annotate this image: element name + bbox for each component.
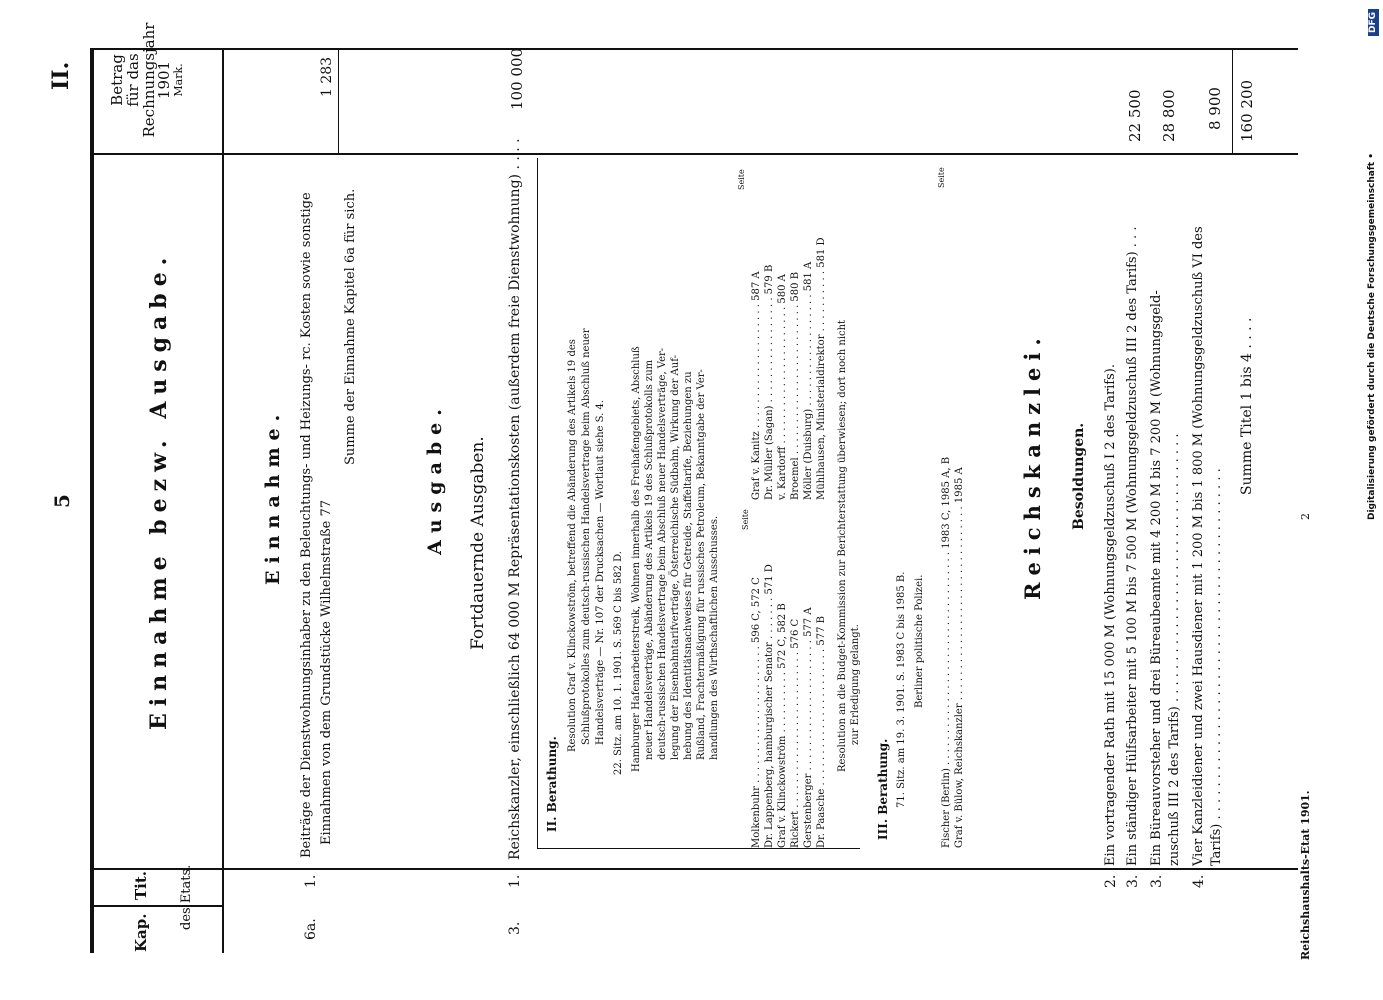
item1-tit: 2. [1103, 874, 1119, 888]
einnahme-heading: Einnahme. [262, 407, 284, 585]
einnahme-amount: 1 283 [319, 56, 335, 97]
frame-right-line [90, 48, 1298, 50]
item2-line-1: Ein ständiger Hülfsarbeiter mit 5 100 M bis 7 500 M (Wohnungsgeldzuschuß III 2 des Tarifs) . . . [1125, 226, 1140, 866]
item4-line-1: Vier Kanzleidiener und zwei Hausdiener mit 1 200 M bis 1 800 M (Wohnungsgeldzuschuß VI des [1191, 226, 1206, 866]
sum-rule [1232, 50, 1233, 153]
resolution3-line-2: zur Erledigung gelangt. [850, 624, 861, 745]
header-des-etats: des Etats. [179, 864, 194, 930]
speaker-left-5: Gerstenberger . . . . . . . . . . . . . . . . . . . . . 577 A [803, 607, 814, 848]
einnahme-line-1: Beiträge der Dienstwohnungsinhaber zu den Beleuchtungs- und Heizungs- rc. Kosten sowie sonstige [299, 192, 314, 858]
header-amount-col [110, 20, 185, 140]
header-kap: Kap. [132, 913, 150, 952]
speaker-right-1: Graf v. Kanitz . . . . . . . . . . . . . . . . . . . . 587 A [751, 271, 762, 500]
speaker-right-4: Broemel . . . . . . . . . . . . . . . . . . . . . . . . 580 B [790, 271, 801, 500]
resolution1-line-3: Handelsverträge — Nr. 107 der Drucksachen — Wortlaut siehe S. 4. [595, 399, 606, 745]
item1-line-1: Ein vortragender Rath mit 15 000 M (Wohnungsgeldzuschuß I 2 des Tarifs). [1103, 364, 1118, 866]
page-number: 5 [50, 494, 74, 508]
resolution2-line-1: Hamburger Hafenarbeiterstreik, Wohnen innerhalb des Freihafengebiets, Abschluß [631, 346, 642, 772]
running-footer: Reichshaushalts-Etat 1901. [1299, 790, 1312, 960]
header-rule [222, 48, 224, 953]
reichskanzlei-heading: Reichskanzlei. [1020, 331, 1045, 600]
speaker-right-2: Dr. Müller (Sagan) . . . . . . . . . . . . . . . . . 579 B [764, 264, 775, 500]
item2-tit: 3. [1125, 874, 1141, 888]
einnahme-sum-label: Summe der Einnahme Kapitel 6a für sich. [343, 188, 358, 465]
resolution2-line-4: legung der Eisenbahntarifverträge, Österreichische Südbahn, Wirkung der Auf- [670, 355, 681, 760]
section-marker: II. [48, 61, 74, 90]
ausgabe-main-line: Reichskanzler, einschließlich 64 000 M Repräsentationskosten (außerdem freie Dienstwohnung) . . . . [507, 138, 523, 860]
sitzung-22: 22. Sitz. am 10. 1. 1901. S. 569 C bis 582 D. [613, 551, 624, 775]
item3-tit: 3. [1149, 874, 1165, 888]
kap-col-line [90, 905, 224, 907]
resolution2-line-2: neuer Handelsverträge, Abänderung des Artikels 19 des Schlußprotokolls zum [644, 359, 655, 760]
ausgabe-kap: 3. [507, 921, 523, 935]
amount-col-line-2: für das [123, 53, 142, 107]
main-title: Einnahme bezw. Ausgabe. [146, 250, 172, 730]
sum-label: Summe Titel 1 bis 4 . . . . [1239, 317, 1255, 495]
speaker-left-4: Rickert . . . . . . . . . . . . . . . . . . . . . . . . . 576 C [790, 618, 801, 848]
speaker-left-3: Graf v. Klinckowström . . . . . . . . . . 572 C, 582 B [777, 603, 788, 848]
item4-line-2: Tarifs) . . . . . . . . . . . . . . . . . . . . . . . . . . . . . . . . . . . . . . . . . . . [1209, 468, 1224, 866]
frame-top-line [90, 48, 94, 953]
resolution3-line-1: Resolution an die Budget-Kommission zur Berichterstattung überwiesen; dort noch nicht [837, 319, 848, 772]
item4-tit: 4. [1191, 874, 1207, 888]
resolution2-line-3: deutsch-russischen Handelsvertrage beim Abschluß neuer Handelsverträge, Ver- [657, 347, 668, 760]
einnahme-tit: 1. [303, 874, 319, 888]
einnahme-kap: 6a. [303, 918, 319, 940]
speaker-left-2: Dr. Lappenberg, hamburgischer Senator . . . . . . . 571 D [764, 564, 775, 848]
beratung-2: II. Berathung. [545, 736, 559, 832]
resolution2-line-5: hebung des Identitätsnachweises für Getreide, Staffeltarife, Beziehungen zu [683, 371, 694, 760]
item4-amount: 8 900 [1206, 87, 1224, 130]
speaker3-1: Fischer (Berlin) . . . . . . . . . . . . . . . . . . . . . . . . . . . . . . . . . . 1983 C, 1985 A, B [941, 456, 952, 848]
amount-col-line-1: Betrag [108, 54, 126, 106]
amount-col-line-3: Rechnungsjahr [139, 22, 158, 138]
dfg-logo: DFG [1368, 9, 1379, 36]
seite-label-right: Seite [737, 169, 746, 190]
item3-line-2: zuschuß III 2 des Tarifs) . . . . . . . . . . . . . . . . . . . . . . . . . . . . . . . . . [1167, 433, 1182, 866]
tit-col-line [90, 868, 1298, 870]
header-tit: Tit. [132, 870, 150, 900]
ausgabe-tit: 1. [507, 874, 523, 888]
resolution2-line-6: Rußland, Frachtermäßigung für russisches Petroleum, Bekanntgabe der Ver- [696, 369, 707, 760]
amount-col-line-4: 1901 [155, 60, 174, 100]
ausgabe-amount: 100 000 [508, 47, 526, 110]
seite-label-left: Seite [741, 509, 750, 530]
resolution1-line-1: Resolution Graf v. Klinckowström, betreffend die Abänderung des Artikels 19 des [567, 339, 578, 752]
sitzung-71: 71. Sitz. am 19. 3. 1901. S. 1983 C bis 1985 B. [896, 571, 907, 808]
polizei-line: Berliner politische Polizei. [914, 574, 925, 708]
page-footer-number: 2 [1299, 513, 1312, 520]
einnahme-line-2: Einnahmen von dem Grundstücke Wilhelmstraße 77 [319, 499, 334, 845]
resolution1-line-2: Schlußprotokolles zum deutsch-russischen Handelsvertrage beim Abschluß neuer [581, 328, 592, 745]
beratung-3: III. Berathung. [876, 738, 890, 840]
digitization-note: Digitalisierung gefördert durch die Deutsche Forschungsgemeinschaft • [1367, 153, 1377, 520]
ausgabe-heading: Ausgabe. [424, 402, 446, 555]
ausgabe-subheading: Fortdauernde Ausgaben. [468, 436, 488, 650]
speaker-right-5: Möller (Duisburg) . . . . . . . . . . . . . . . . . . 581 A [803, 261, 814, 500]
item3-amount: 28 800 [1160, 89, 1178, 142]
seite-label-3: Seite [937, 167, 946, 188]
speaker-left-6: Dr. Paasche . . . . . . . . . . . . . . . . . . . . . . 577 B [816, 615, 827, 848]
speaker-right-6: Mühlhausen, Ministerialdirektor . . . . . . . . . . 581 D [816, 237, 827, 500]
resolution2-line-7: handlungen des Wirthschaftlichen Ausschusses. [709, 515, 720, 760]
item2-amount: 22 500 [1126, 89, 1144, 142]
speaker3-2: Graf v. Bülow, Reichskanzler . . . . . . . . . . . . . . . . . . . . . . . . . . . . . . . 1985 A [954, 467, 965, 848]
einnahme-amount-rule [338, 50, 339, 153]
amount-col-line-5: Mark. [172, 63, 185, 97]
speaker-left-1: Molkenbuhr . . . . . . . . . . . . . . . . . . . . . . 596 C, 572 C [751, 577, 762, 848]
speaker-right-3: v. Kardorff . . . . . . . . . . . . . . . . . . . . . . 580 A [777, 274, 788, 500]
besoldungen-heading: Besoldungen. [1071, 422, 1087, 530]
amount-col-line [90, 153, 1298, 155]
sum-amount: 160 200 [1238, 79, 1256, 142]
item3-line-1: Ein Büreauvorsteher und drei Büreaubeamte mit 4 200 M bis 7 200 M (Wohnungsgeld- [1149, 290, 1164, 866]
